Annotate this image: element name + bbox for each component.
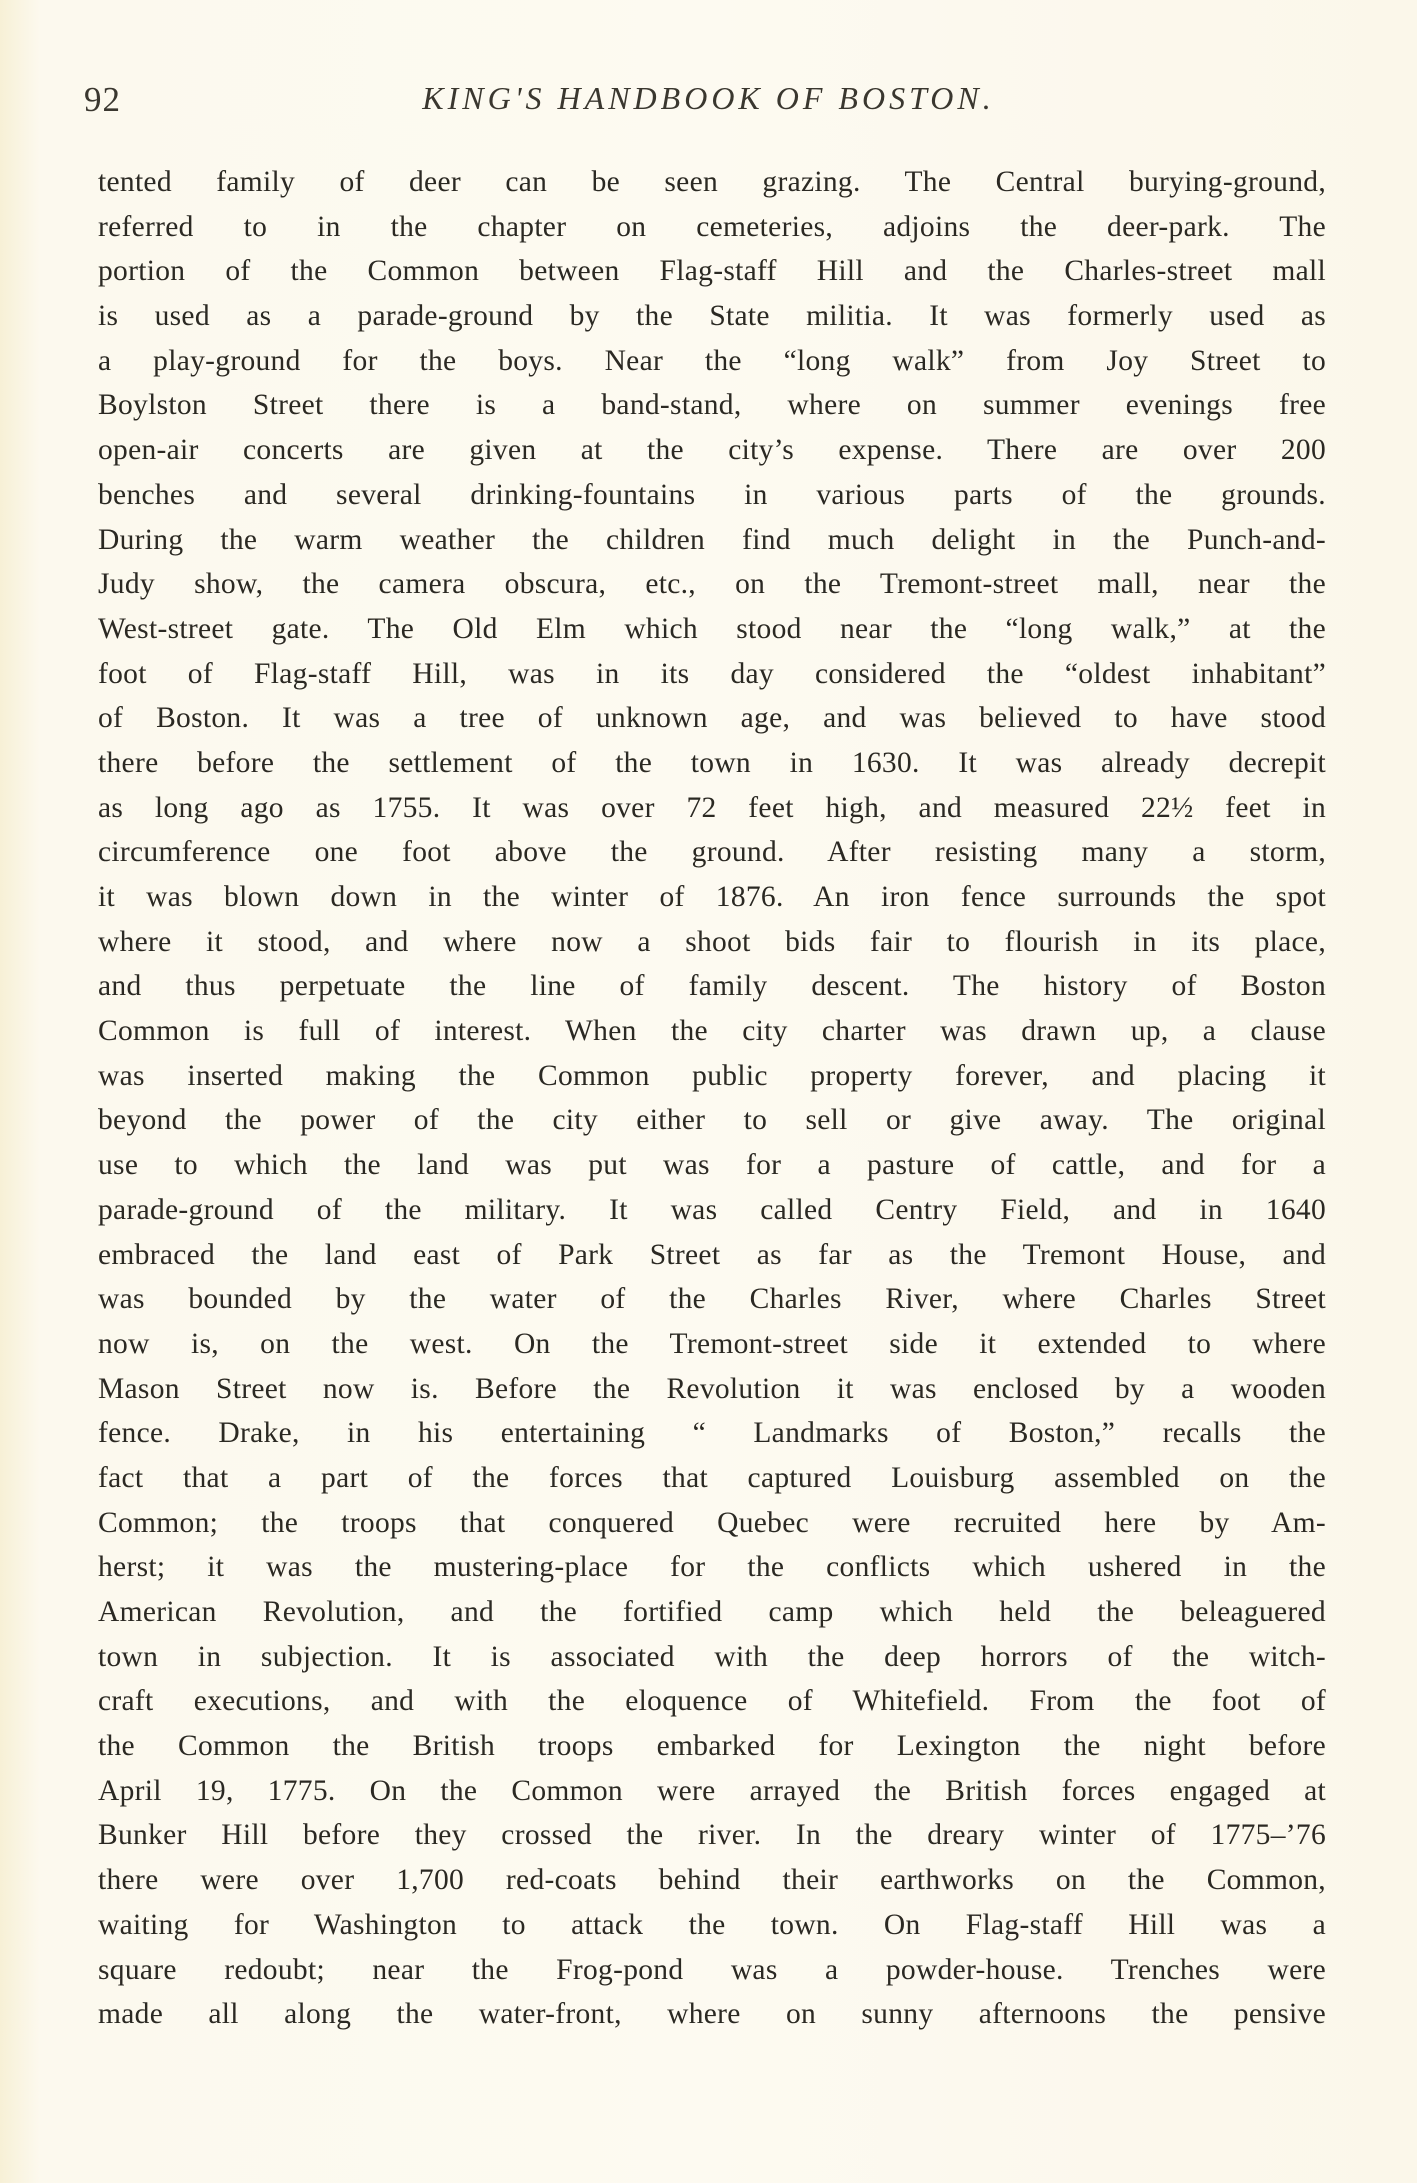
text-line: it was blown down in the winter of 1876. An iron fence surrounds the spot [98,881,1326,913]
text-line: now is, on the west. On the Tremont-street side it extended to where [98,1327,1326,1360]
text-line: Boylston Street there is a band-stand, where on summer evenings free [98,389,1326,422]
text-line: where it stood, and where now a shoot bids fair to flourish in its place, [98,925,1326,958]
text-line: Common is full of interest. When the city charter was drawn up, a clause [98,1015,1326,1048]
text-line: benches and several drinking-fountains in various parts of the grounds. [98,478,1326,511]
text-line: a play-ground for the boys. Near the “long walk” from Joy Street to [98,344,1326,377]
text-line: circumference one foot above the ground. After resisting many a storm, [98,836,1326,869]
text-line: use to which the land was put was for a pasture of cattle, and for a [98,1149,1326,1182]
text-line: made all along the water-front, where on sunny afternoons the pensive [98,1998,1326,2031]
text-line: fence. Drake, in his entertaining “ Landmarks of Boston,” recalls the [98,1417,1326,1450]
text-line: of Boston. It was a tree of unknown age, and was believed to have stood [98,702,1326,735]
text-line: and thus perpetuate the line of family descent. The history of Boston [98,970,1326,1003]
text-line: beyond the power of the city either to sell or give away. The original [98,1104,1326,1137]
text-line: portion of the Common between Flag-staff Hill and the Charles-street mall [98,255,1326,288]
text-line: is used as a parade-ground by the State militia. It was formerly used as [98,300,1326,333]
text-line: American Revolution, and the fortified camp which held the beleaguered [98,1596,1326,1628]
body-text [98,160,1326,2037]
text-line: open-air concerts are given at the city’s expense. There are over 200 [98,434,1326,467]
text-line: waiting for Washington to attack the town. On Flag-staff Hill was a [98,1908,1326,1941]
text-line: the Common the British troops embarked for Lexington the night before [98,1730,1326,1763]
text-line: there before the settlement of the town in 1630. It was already decrepit [98,746,1326,779]
text-line: During the warm weather the children find much delight in the Punch-and- [98,523,1326,556]
text-line: West-street gate. The Old Elm which stood near the “long walk,” at the [98,612,1326,645]
text-line: craft executions, and with the eloquence of Whitefield. From the foot of [98,1685,1326,1718]
text-line: April 19, 1775. On the Common were arrayed the British forces engaged at [98,1774,1326,1807]
text-line: was bounded by the water of the Charles River, where Charles Street [98,1283,1326,1316]
text-line: fact that a part of the forces that captured Louisburg assembled on the [98,1461,1326,1494]
page-header [82,80,1335,130]
text-line: town in subjection. It is associated with the deep horrors of the witch- [98,1640,1326,1673]
text-line: embraced the land east of Park Street as far as the Tremont House, and [98,1238,1326,1271]
page-number: 92 [84,80,121,119]
text-line: square redoubt; near the Frog-pond was a powder-house. Trenches were [98,1953,1326,1986]
text-line: tented family of deer can be seen grazing. The Central burying-ground, [98,166,1326,198]
text-line: parade-ground of the military. It was called Centry Field, and in 1640 [98,1193,1326,1226]
text-line: was inserted making the Common public property forever, and placing it [98,1059,1326,1092]
text-line: there were over 1,700 red-coats behind their earthworks on the Common, [98,1864,1326,1897]
text-line: Judy show, the camera obscura, etc., on the Tremont-street mall, near the [98,568,1326,601]
text-line: Mason Street now is. Before the Revolution it was enclosed by a wooden [98,1372,1326,1405]
text-line: foot of Flag-staff Hill, was in its day considered the “oldest inhabitant” [98,657,1326,690]
text-line: herst; it was the mustering-place for the conflicts which ushered in the [98,1551,1326,1584]
text-line: Common; the troops that conquered Quebec were recruited here by Am- [98,1506,1326,1539]
text-line: as long ago as 1755. It was over 72 feet high, and measured 22½ feet in [98,791,1326,824]
running-title: KING'S HANDBOOK OF BOSTON. [422,80,995,116]
text-line: referred to in the chapter on cemeteries, adjoins the deer-park. The [98,210,1326,243]
text-line: Bunker Hill before they crossed the river. In the dreary winter of 1775–’76 [98,1819,1326,1852]
